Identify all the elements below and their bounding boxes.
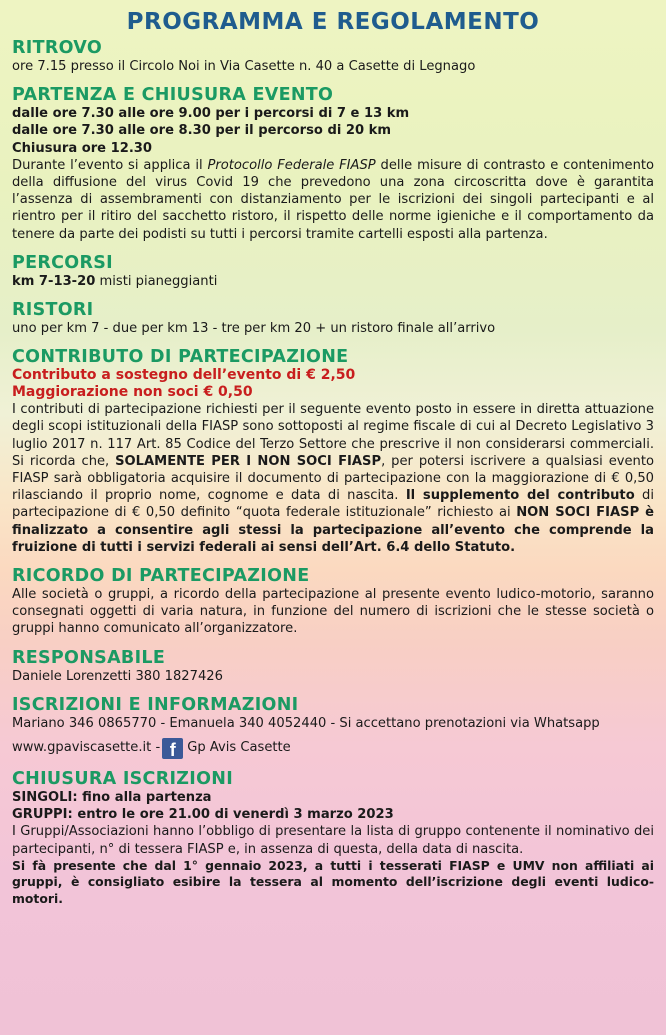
ristori-text: uno per km 7 - due per km 13 - tre per km 20 + un ristoro finale all’arrivo bbox=[12, 321, 496, 337]
partenza-line-1: dalle ore 7.30 alle ore 9.00 per i percorsi di 7 e 13 km bbox=[12, 106, 410, 122]
iscrizioni-links bbox=[12, 738, 654, 759]
contributo-body bbox=[12, 401, 654, 556]
contributo-b3: NON SOCI FIASP è finalizzato a consentire agli stessi la partecipazione all’evento che comprende la fruizione di tutti i servizi federali ai sensi dell’Art. 6.4 dello Statuto. bbox=[12, 505, 654, 555]
contributo-t1: I contributi di partecipazione richiesti per il seguente evento posto in essere in diretta attuazione degli scopi istituzionali della FIASP sono sottoposti al regime fiscale di cui al Decreto Legislativo 3 luglio 2017 n. 117 Art. 85 Codice del Terzo Settore che prescrive il non considerarsi commerciali. Si ricorda che, bbox=[12, 402, 654, 469]
facebook-icon[interactable]: f bbox=[162, 738, 183, 759]
heading-ritrovo: RITROVO bbox=[12, 38, 103, 58]
chiusura-text: I Gruppi/Associazioni hanno l’obbligo di presentare la lista di gruppo contenente il nominativo dei partecipanti, n° di tessera FIASP e, in assenza di questa, della data di nascita. bbox=[12, 824, 654, 857]
section-iscrizioni bbox=[12, 695, 654, 759]
contributo-red-1: Contributo a sostegno dell’evento di € 2,50 bbox=[12, 367, 356, 384]
section-partenza bbox=[12, 85, 654, 243]
ritrovo-text: ore 7.15 presso il Circolo Noi in Via Casette n. 40 a Casette di Legnago bbox=[12, 59, 476, 74]
chiusura-note: Si fà presente che dal 1° gennaio 2023, a tutti i tesserati FIASP e UMV non affiliati ai gruppi, è consigliato esibire la tessera al momento dell’iscrizione degli eventi ludico-motori. bbox=[12, 857, 654, 907]
contributo-b1: SOLAMENTE PER I NON SOCI FIASP bbox=[115, 453, 382, 469]
heading-chiusura: CHIUSURA ISCRIZIONI bbox=[12, 769, 234, 790]
heading-ricordo: RICORDO DI PARTECIPAZIONE bbox=[12, 566, 310, 587]
page-title: PROGRAMMA E REGOLAMENTO bbox=[126, 9, 540, 35]
partenza-body bbox=[12, 157, 654, 243]
facebook-link[interactable]: Gp Avis Casette bbox=[187, 740, 291, 756]
section-responsabile bbox=[12, 648, 654, 685]
chiusura-gruppi: GRUPPI: entro le ore 21.00 di venerdì 3 marzo 2023 bbox=[12, 807, 394, 823]
heading-partenza: PARTENZA E CHIUSURA EVENTO bbox=[12, 85, 334, 106]
contributo-red-2: Maggiorazione non soci € 0,50 bbox=[12, 384, 253, 401]
percorsi-text bbox=[12, 273, 654, 290]
section-ricordo bbox=[12, 566, 654, 638]
iscrizioni-text: Mariano 346 0865770 - Emanuela 340 4052440 - Si accettano prenotazioni via Whatsapp bbox=[12, 715, 600, 731]
section-ritrovo bbox=[12, 38, 654, 75]
heading-iscrizioni: ISCRIZIONI E INFORMAZIONI bbox=[12, 694, 299, 715]
partenza-body-b: delle misure di contrasto e contenimento della diffusione del virus Covid 19 che prevedono una zona circoscritta dove è garantita l’assenza di assembramenti con distanziamento per le iscrizioni dei singoli partecipanti e al rientro per il ritiro del sacchetto ristoro, il rispetto delle norme igieniche e il comportamento da tenere da parte dei podisti su tutti i percorsi tramite cartelli esposti alla partenza. bbox=[12, 157, 655, 242]
partenza-line-3: Chiusura ore 12.30 bbox=[12, 140, 153, 156]
section-percorsi bbox=[12, 253, 654, 290]
partenza-body-a: Durante l’evento si applica il bbox=[12, 157, 208, 173]
heading-ristori: RISTORI bbox=[12, 300, 94, 321]
heading-contributo: CONTRIBUTO DI PARTECIPAZIONE bbox=[12, 347, 349, 368]
contributo-b2: Il supplemento del contributo bbox=[405, 488, 635, 504]
partenza-line-2: dalle ore 7.30 alle ore 8.30 per il percorso di 20 km bbox=[12, 123, 392, 139]
contributo-t2: , per potersi iscrivere a qualsiasi evento FIASP sarà obbligatoria acquisire il documento di partecipazione con la maggiorazione di € 0,50 rilasciando il proprio nome, cognome e data di nascita. bbox=[12, 453, 654, 504]
chiusura-singoli: SINGOLI: fino alla partenza bbox=[12, 790, 212, 806]
heading-responsabile: RESPONSABILE bbox=[12, 647, 166, 668]
section-contributo bbox=[12, 347, 654, 556]
percorsi-km: km 7-13-20 bbox=[12, 273, 96, 289]
website-link[interactable]: www.gpaviscasette.it - bbox=[12, 740, 161, 756]
section-ristori bbox=[12, 300, 654, 337]
protocol-name: Protocollo Federale FIASP bbox=[207, 157, 376, 173]
contributo-t3: di partecipazione di € 0,50 definito “quota federale istituzionale” richiesto ai bbox=[12, 488, 654, 521]
section-chiusura bbox=[12, 769, 654, 908]
percorsi-desc: misti pianeggianti bbox=[95, 273, 218, 289]
heading-percorsi: PERCORSI bbox=[12, 252, 113, 273]
responsabile-text: Daniele Lorenzetti 380 1827426 bbox=[12, 668, 223, 684]
ricordo-text: Alle società o gruppi, a ricordo della partecipazione al presente evento ludico-motorio, saranno consegnati oggetti di varia natura, in funzione del numero di iscrizioni che le stesse società o gruppi hanno comunicato all’organizzatore. bbox=[12, 587, 654, 637]
